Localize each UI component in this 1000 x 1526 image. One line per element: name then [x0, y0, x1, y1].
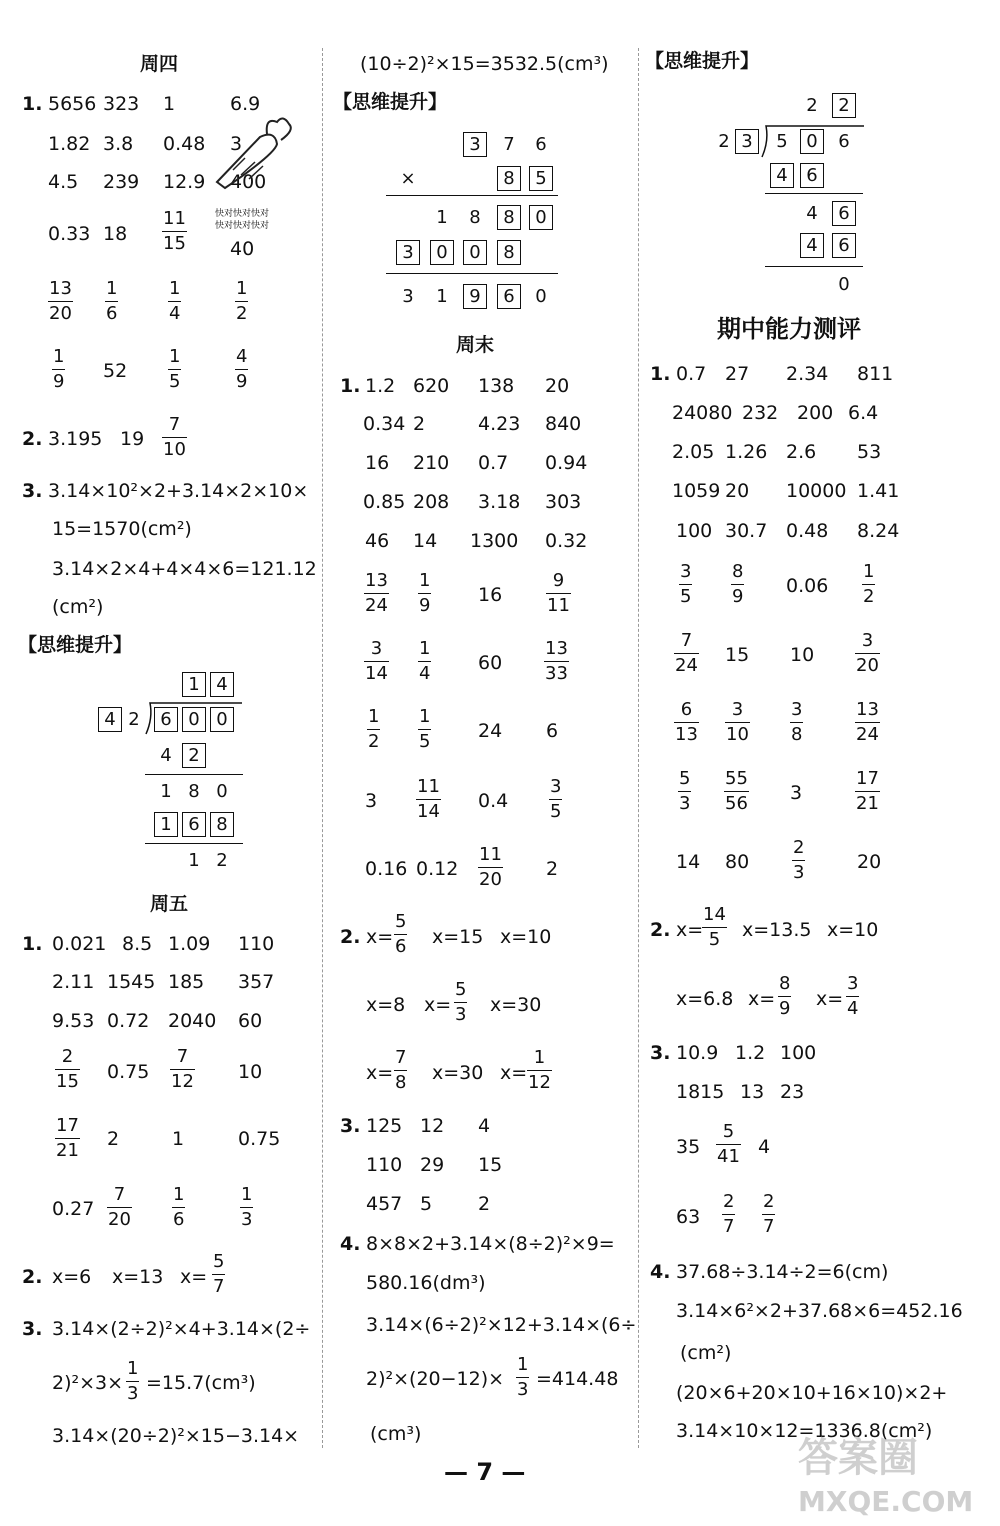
- column-divider: [638, 48, 639, 1448]
- answer: 0.75: [107, 1061, 150, 1083]
- multiplication-line: [386, 273, 558, 274]
- answer: 52: [103, 360, 128, 382]
- question-number: 4.: [650, 1261, 671, 1283]
- answer: 0.06: [786, 575, 829, 597]
- fraction: 14 5: [703, 904, 726, 950]
- fraction: 3 10: [726, 699, 749, 745]
- digit: 2: [216, 850, 228, 871]
- answer: x=: [676, 919, 704, 941]
- digit-box: 3: [735, 129, 759, 154]
- fraction: 11 14: [417, 776, 440, 822]
- answer: 10: [238, 1061, 263, 1083]
- fraction: 3 4: [847, 973, 859, 1019]
- fraction: 5 6: [395, 911, 407, 957]
- answer: x=: [366, 926, 394, 948]
- fraction: 13 24: [856, 699, 879, 745]
- answer: 3: [790, 782, 803, 804]
- fraction: 7 12: [171, 1046, 194, 1092]
- digit-box: 8: [210, 812, 234, 837]
- answer: 4.23: [478, 413, 521, 435]
- answer: 15: [478, 1154, 503, 1176]
- fraction: 3 8: [791, 699, 803, 745]
- digit-box: 0: [463, 240, 487, 265]
- answer: x=: [748, 988, 776, 1010]
- answer: 8.24: [857, 520, 900, 542]
- digit-box: 8: [497, 205, 521, 230]
- answer: 210: [413, 452, 450, 474]
- answer: x=10: [827, 919, 879, 941]
- answer: 1.2: [735, 1042, 766, 1064]
- digit-box: 1: [182, 672, 206, 697]
- answer: 620: [413, 375, 450, 397]
- answer: 20: [545, 375, 570, 397]
- answer: 6.4: [848, 402, 879, 424]
- fraction: 1 3: [127, 1358, 139, 1404]
- answer: 0.16: [365, 858, 408, 880]
- answer: 4: [758, 1136, 771, 1158]
- division-line: [765, 266, 863, 267]
- carrot-sticker-icon: [205, 112, 295, 192]
- think-title: 【思维提升】: [645, 50, 760, 72]
- question-number: 3.: [650, 1042, 671, 1064]
- fraction: 1 2: [368, 706, 380, 752]
- fraction: 3 20: [856, 630, 879, 676]
- answer: 811: [857, 363, 894, 385]
- answer: 239: [103, 171, 140, 193]
- fraction: 1 6: [173, 1184, 185, 1230]
- question-number: 1.: [22, 933, 43, 955]
- digit-box: 9: [463, 284, 487, 309]
- digit-box: 6: [497, 284, 521, 309]
- answer: 200: [797, 402, 834, 424]
- fraction: 6 13: [675, 699, 698, 745]
- answer: 4.5: [48, 171, 79, 193]
- answer: 10: [790, 644, 815, 666]
- digit-box: 3: [396, 240, 420, 265]
- answer: x=15: [432, 926, 484, 948]
- answer: 14: [676, 851, 701, 873]
- fraction: 7 20: [108, 1184, 131, 1230]
- digit-box: 6: [182, 812, 206, 837]
- digit: 1: [160, 781, 172, 802]
- answer: x=: [366, 1062, 394, 1084]
- fraction: 1 12: [528, 1047, 551, 1093]
- digit-box: 2: [182, 743, 206, 768]
- fraction: 17 21: [56, 1115, 79, 1161]
- solution-line: 3.14×(20÷2)²×15−3.14×: [52, 1425, 300, 1447]
- digit: 8: [469, 207, 481, 228]
- answer: 1.26: [725, 441, 768, 463]
- column-divider: [322, 48, 323, 1448]
- solution-line: =15.7(cm³): [146, 1372, 256, 1394]
- answer: 1: [163, 93, 176, 115]
- solution-line: 2)²×3×: [52, 1372, 124, 1394]
- answer: 53: [857, 441, 882, 463]
- answer: 80: [725, 851, 750, 873]
- digit: 1: [436, 286, 448, 307]
- answer: x=6.8: [676, 988, 734, 1010]
- answer: 12.9: [163, 171, 206, 193]
- fraction: 1 4: [419, 638, 431, 684]
- digit-box: 0: [182, 707, 206, 732]
- digit: 6: [535, 134, 547, 155]
- digit-box: 4: [770, 163, 794, 188]
- solution-line: 3.14×6²×2+37.68×6=452.16: [676, 1300, 963, 1322]
- answer: 1: [172, 1128, 185, 1150]
- question-number: 3.: [22, 1318, 43, 1340]
- digit-box: 6: [832, 233, 856, 258]
- solution-line: 37.68÷3.14÷2=6(cm): [676, 1261, 889, 1283]
- answer: 110: [238, 933, 275, 955]
- answer: x=: [500, 1062, 528, 1084]
- digit-box: 0: [800, 129, 824, 154]
- answer: 323: [103, 93, 140, 115]
- fraction: 8 9: [779, 973, 791, 1019]
- answer: 14: [413, 530, 438, 552]
- answer: 400: [230, 171, 267, 193]
- answer: 100: [780, 1042, 817, 1064]
- answer: 19: [120, 428, 145, 450]
- answer: 2.6: [786, 441, 817, 463]
- fraction: 5 3: [455, 979, 467, 1025]
- answer: 232: [742, 402, 779, 424]
- answer: 2.11: [52, 971, 95, 993]
- watermark-url: MXQE.COM: [798, 1485, 974, 1518]
- answer: 1059: [672, 480, 721, 502]
- answer: 2.34: [786, 363, 829, 385]
- answer: 30.7: [725, 520, 768, 542]
- fraction: 3 5: [680, 561, 692, 607]
- digit: 2: [806, 95, 818, 116]
- answer: 8.5: [122, 933, 153, 955]
- fraction: 17 21: [856, 768, 879, 814]
- solution-line: (20×6+20×10+16×10)×2+: [676, 1382, 948, 1404]
- solution-line: 3.14×10²×2+3.14×2×10×: [48, 480, 309, 502]
- question-number: 1.: [650, 363, 671, 385]
- digit: 0: [535, 286, 547, 307]
- answer: 1.41: [857, 480, 900, 502]
- answer: 27: [725, 363, 750, 385]
- fraction: 1 9: [419, 570, 431, 616]
- solution-line: (cm³): [370, 1423, 422, 1445]
- solution-line: 3.14×10×12=1336.8(cm²): [676, 1420, 933, 1442]
- fraction: 9 11: [547, 570, 570, 616]
- fraction: 7 24: [675, 630, 698, 676]
- times-sign: ×: [400, 168, 416, 189]
- answer: 0.32: [545, 530, 588, 552]
- fraction: 55 56: [725, 768, 748, 814]
- answer: 3: [365, 790, 378, 812]
- answer: 6.9: [230, 93, 261, 115]
- section-title-thursday: 周四: [140, 53, 179, 75]
- answer: 15: [725, 644, 750, 666]
- digit: 4: [160, 745, 172, 766]
- answer: 6: [546, 720, 559, 742]
- answer: 2: [478, 1193, 491, 1215]
- fraction: 7 10: [163, 414, 186, 460]
- fraction: 5 7: [213, 1251, 225, 1297]
- solution-line: 3.14×(2÷2)²×4+3.14×(2÷: [52, 1318, 311, 1340]
- answer: 40: [230, 238, 255, 260]
- digit-box: 6: [832, 201, 856, 226]
- answer: 9.53: [52, 1010, 95, 1032]
- solution-line: 15=1570(cm²): [52, 518, 192, 540]
- fraction: 1 6: [106, 278, 118, 324]
- answer: 4: [478, 1115, 491, 1137]
- answer: 5656: [48, 93, 97, 115]
- digit-box: 4: [800, 233, 824, 258]
- digit-box: 0: [529, 205, 553, 230]
- answer: 35: [676, 1136, 701, 1158]
- fraction: 1 3: [517, 1354, 529, 1400]
- digit-box: 1: [154, 812, 178, 837]
- question-number: 4.: [340, 1233, 361, 1255]
- answer: 357: [238, 971, 275, 993]
- solution-line: (cm²): [52, 596, 104, 618]
- answer: x=: [424, 994, 452, 1016]
- answer: x=13.5: [742, 919, 812, 941]
- think-title: 【思维提升】: [18, 634, 133, 656]
- fraction: 1 5: [169, 346, 181, 392]
- question-number: 2.: [650, 919, 671, 941]
- digit: 8: [188, 781, 200, 802]
- answer: 0.7: [478, 452, 509, 474]
- fraction: 5 41: [717, 1121, 740, 1167]
- digit-box: 8: [497, 166, 521, 191]
- answer: 457: [366, 1193, 403, 1215]
- digit: 0: [838, 274, 850, 295]
- digit: 0: [216, 781, 228, 802]
- answer: x=13: [112, 1266, 164, 1288]
- answer: 0.72: [107, 1010, 150, 1032]
- section-title-friday: 周五: [150, 893, 189, 915]
- answer: 23: [780, 1081, 805, 1103]
- answer: 16: [478, 584, 503, 606]
- question-number: 3.: [22, 480, 43, 502]
- digit: 5: [776, 131, 788, 152]
- answer: 138: [478, 375, 515, 397]
- answer: 2: [546, 858, 559, 880]
- page-number: — 7 —: [444, 1458, 526, 1486]
- fraction: 13 20: [49, 278, 72, 324]
- answer: x=: [180, 1266, 208, 1288]
- answer: 0.48: [163, 133, 206, 155]
- answer: 110: [366, 1154, 403, 1176]
- question-number: 3.: [340, 1115, 361, 1137]
- division-line: [765, 193, 863, 194]
- answer: 60: [478, 652, 503, 674]
- answer: 0.48: [786, 520, 829, 542]
- answer: 0.12: [416, 858, 459, 880]
- answer: 3.18: [478, 491, 521, 513]
- answer: 0.34: [363, 413, 406, 435]
- digit-box: 5: [529, 166, 553, 191]
- fraction: 2 7: [723, 1191, 735, 1237]
- answer: 24080: [672, 402, 733, 424]
- digit: 1: [188, 850, 200, 871]
- digit: 2: [128, 709, 140, 730]
- solution-line: (cm²): [680, 1342, 732, 1364]
- answer: 63: [676, 1206, 701, 1228]
- answer: 1.82: [48, 133, 91, 155]
- answer: 125: [366, 1115, 403, 1137]
- fraction: 11 20: [479, 844, 502, 890]
- answer: 10000: [786, 480, 847, 502]
- answer: 5: [420, 1193, 433, 1215]
- question-number: 1.: [22, 93, 43, 115]
- section-title-midterm: 期中能力测评: [717, 315, 861, 343]
- question-number: 2.: [22, 1266, 43, 1288]
- solution-line: 3.14×(6÷2)²×12+3.14×(6÷: [366, 1314, 637, 1336]
- answer: 2: [413, 413, 426, 435]
- answer: 2040: [168, 1010, 217, 1032]
- answer: 2: [107, 1128, 120, 1150]
- solution-line: (10÷2)²×15=3532.5(cm³): [360, 53, 609, 75]
- answer: 1300: [470, 530, 519, 552]
- digit-box: 0: [430, 240, 454, 265]
- division-line: [145, 843, 243, 844]
- answer: 303: [545, 491, 582, 513]
- answer: 0.85: [363, 491, 406, 513]
- digit-box: 0: [210, 707, 234, 732]
- fraction: 8 9: [732, 561, 744, 607]
- answer: x=30: [432, 1062, 484, 1084]
- answer: 20: [857, 851, 882, 873]
- digit-box: 2: [832, 93, 856, 118]
- answer: 1815: [676, 1081, 725, 1103]
- fraction: 3 14: [365, 638, 388, 684]
- sticker-text: 快对快对快对: [215, 209, 270, 219]
- answer: 10.9: [676, 1042, 719, 1064]
- fraction: 1 2: [236, 278, 248, 324]
- fraction: 1 2: [863, 561, 875, 607]
- answer: 13: [740, 1081, 765, 1103]
- solution-line: 2)²×(20−12)×: [366, 1368, 505, 1390]
- fraction: 2 15: [56, 1046, 79, 1092]
- answer: x=: [816, 988, 844, 1010]
- digit-box: 6: [800, 163, 824, 188]
- digit: 6: [838, 131, 850, 152]
- division-line: [145, 774, 243, 775]
- answer: 24: [478, 720, 503, 742]
- digit-box: 8: [497, 240, 521, 265]
- answer: 12: [420, 1115, 445, 1137]
- answer: 0.4: [478, 790, 509, 812]
- solution-line: =414.48: [536, 1368, 619, 1390]
- fraction: 5 3: [679, 768, 691, 814]
- answer: 1545: [107, 971, 156, 993]
- answer: 1.2: [365, 375, 396, 397]
- answer: 0.33: [48, 223, 91, 245]
- multiplication-line: [386, 195, 558, 196]
- digit-box: 4: [98, 707, 122, 732]
- digit: 3: [402, 286, 414, 307]
- answer: 0.94: [545, 452, 588, 474]
- fraction: 2 3: [793, 837, 805, 883]
- fraction: 4 9: [236, 346, 248, 392]
- answer: 46: [365, 530, 390, 552]
- answer: 18: [103, 223, 128, 245]
- digit-box: 6: [154, 707, 178, 732]
- answer: 2.05: [672, 441, 715, 463]
- fraction: 1 5: [419, 706, 431, 752]
- answer: 3.8: [103, 133, 134, 155]
- digit: 4: [806, 203, 818, 224]
- digit: 2: [718, 131, 730, 152]
- solution-line: 8×8×2+3.14×(8÷2)²×9=: [366, 1233, 615, 1255]
- answer: 20: [725, 480, 750, 502]
- question-number: 2.: [22, 428, 43, 450]
- question-number: 1.: [340, 375, 361, 397]
- answer: 1.09: [168, 933, 211, 955]
- fraction: 11 15: [163, 208, 186, 254]
- answer: 0.7: [676, 363, 707, 385]
- answer: 100: [676, 520, 713, 542]
- digit-box: 4: [210, 672, 234, 697]
- answer: 16: [365, 452, 390, 474]
- sticker-text: 快对快对快对: [215, 221, 270, 231]
- solution-line: 3.14×2×4+4×4×6=121.12: [52, 558, 317, 580]
- answer: 208: [413, 491, 450, 513]
- answer: 0.75: [238, 1128, 281, 1150]
- answer: 3: [230, 133, 243, 155]
- answer: 29: [420, 1154, 445, 1176]
- answer: 0.021: [52, 933, 107, 955]
- digit: 7: [503, 134, 515, 155]
- solution-line: 580.16(dm³): [366, 1272, 486, 1294]
- watermark-logo: 答案圈: [798, 1435, 918, 1481]
- fraction: 13 24: [365, 570, 388, 616]
- section-title-weekend: 周末: [456, 334, 495, 356]
- fraction: 7 8: [395, 1047, 407, 1093]
- fraction: 13 33: [545, 638, 568, 684]
- fraction: 1 4: [169, 278, 181, 324]
- answer: 0.27: [52, 1198, 95, 1220]
- answer: 60: [238, 1010, 263, 1032]
- digit: 1: [436, 207, 448, 228]
- answer: 840: [545, 413, 582, 435]
- answer: x=30: [490, 994, 542, 1016]
- answer: x=8: [366, 994, 406, 1016]
- fraction: 1 9: [53, 346, 65, 392]
- think-title: 【思维提升】: [333, 91, 448, 113]
- fraction: 3 5: [550, 776, 562, 822]
- answer: 185: [168, 971, 205, 993]
- digit-box: 3: [463, 132, 487, 157]
- answer: x=6: [52, 1266, 92, 1288]
- answer: 3.195: [48, 428, 103, 450]
- question-number: 2.: [340, 926, 361, 948]
- fraction: 2 7: [763, 1191, 775, 1237]
- answer: x=10: [500, 926, 552, 948]
- fraction: 1 3: [241, 1184, 253, 1230]
